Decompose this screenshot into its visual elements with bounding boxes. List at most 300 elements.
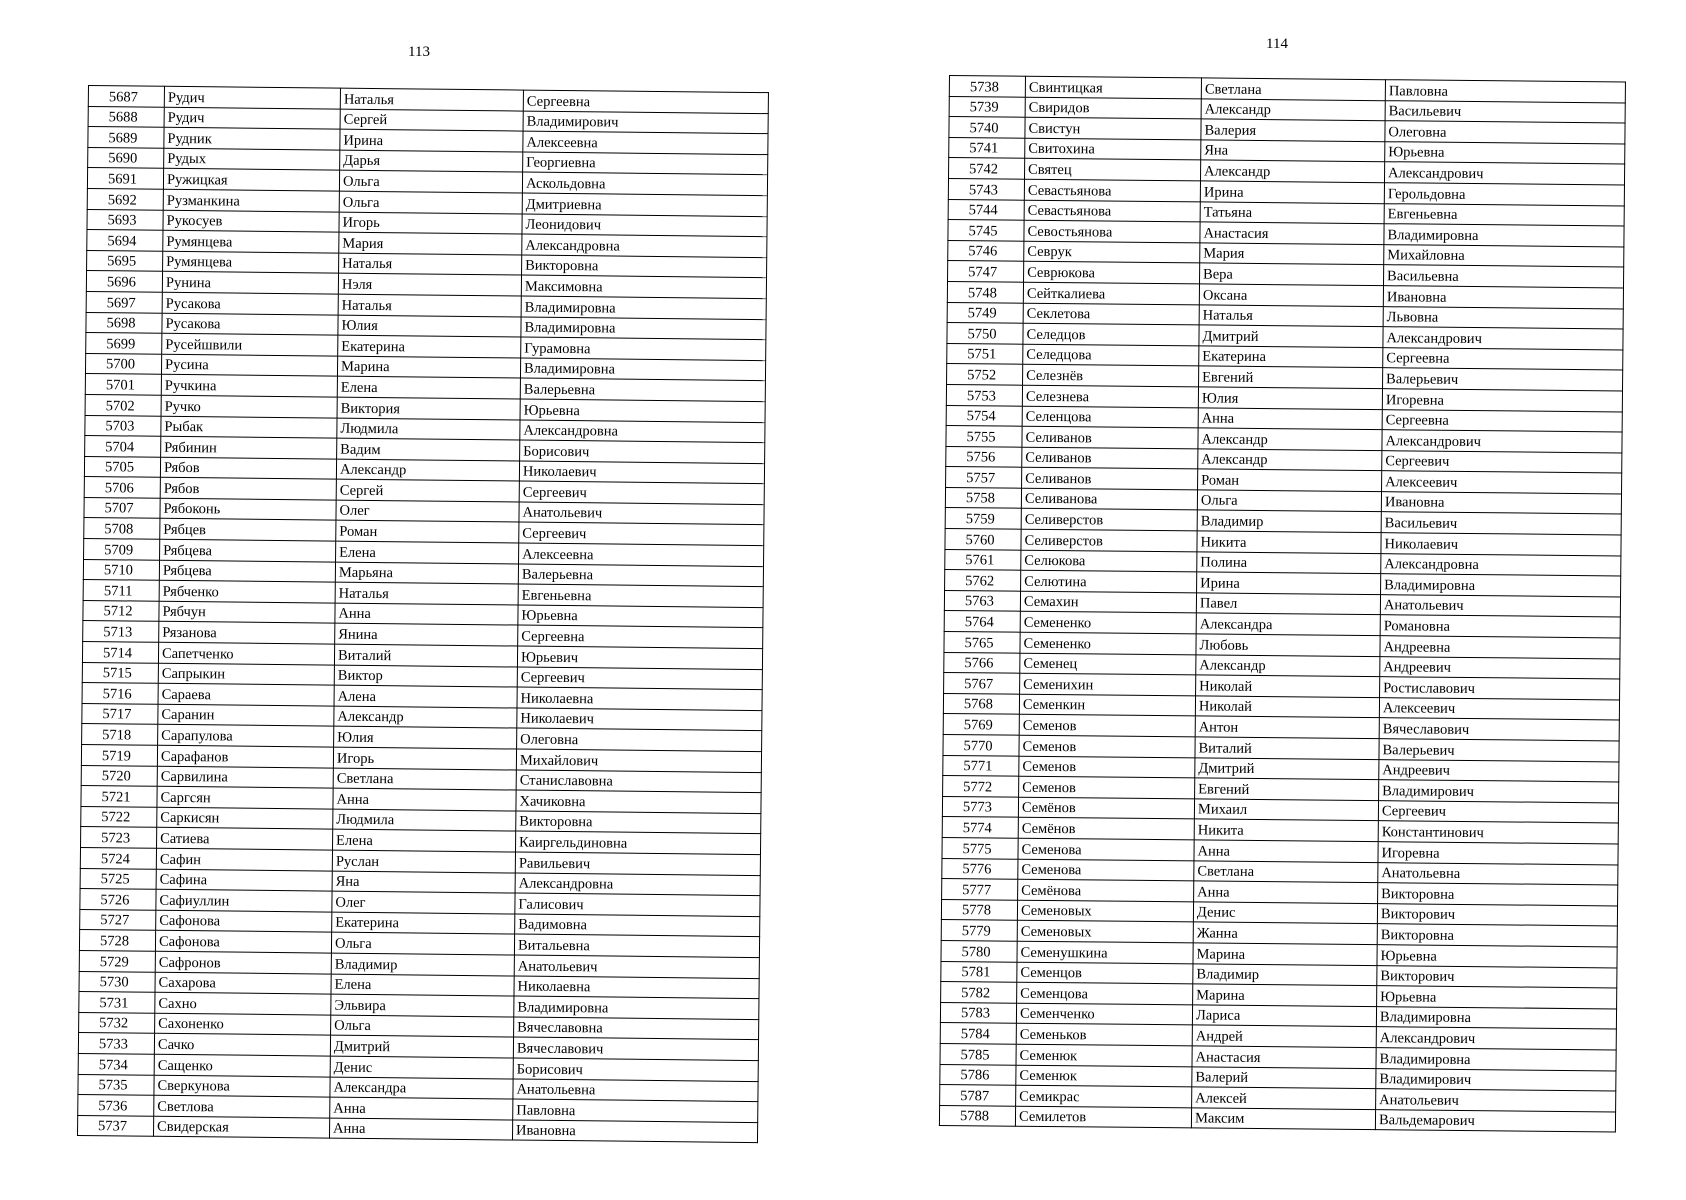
surname-cell: Сафонова	[156, 910, 332, 932]
first-name-cell: Любовь	[1196, 634, 1380, 656]
surname-cell: Семеновых	[1017, 900, 1193, 922]
patronymic-cell: Викторович	[1377, 903, 1617, 926]
surname-cell: Рябов	[160, 457, 336, 479]
row-number-cell: 5691	[87, 168, 163, 189]
patronymic-cell: Викторович	[1377, 965, 1617, 988]
first-name-cell: Владимир	[1197, 510, 1381, 532]
surname-cell: Румянцева	[163, 251, 339, 273]
surname-cell: Сверкунова	[154, 1075, 330, 1097]
names-table	[939, 75, 1626, 1133]
row-number-cell: 5692	[87, 188, 163, 209]
patronymic-cell: Викторовна	[1377, 924, 1617, 947]
patronymic-cell: Евгеньевна	[518, 584, 763, 607]
first-name-cell: Анастасия	[1200, 222, 1384, 244]
first-name-cell: Анастасия	[1192, 1046, 1376, 1068]
patronymic-cell: Леонидович	[522, 214, 767, 237]
patronymic-cell: Алексеевна	[523, 131, 768, 154]
first-name-cell: Наталья	[339, 253, 522, 276]
row-number-cell: 5772	[943, 776, 1019, 797]
row-number-cell: 5726	[80, 889, 156, 910]
row-number-cell: 5729	[79, 950, 155, 971]
surname-cell: Рудич	[164, 107, 340, 129]
first-name-cell: Алена	[334, 685, 517, 708]
first-name-cell: Евгений	[1199, 366, 1383, 388]
patronymic-cell: Павловна	[1385, 80, 1625, 103]
first-name-cell: Елена	[337, 376, 520, 399]
surname-cell: Семикрас	[1016, 1085, 1192, 1107]
patronymic-cell: Михайловна	[1384, 244, 1624, 267]
row-number-cell: 5759	[945, 508, 1021, 529]
row-number-cell: 5713	[83, 621, 159, 642]
surname-cell: Сарапулова	[158, 725, 334, 747]
surname-cell: Сапетченко	[158, 642, 334, 664]
first-name-cell: Анна	[329, 1118, 512, 1141]
row-number-cell: 5732	[79, 1012, 155, 1033]
surname-cell: Рыбак	[161, 416, 337, 438]
patronymic-cell: Герольдовна	[1384, 183, 1624, 206]
surname-cell: Ружицкая	[163, 169, 339, 191]
patronymic-cell: Александровна	[1381, 553, 1621, 576]
row-number-cell: 5769	[943, 714, 1019, 735]
surname-cell: Семенцов	[1017, 962, 1193, 984]
surname-cell: Рябченко	[159, 581, 335, 603]
surname-cell: Саранин	[158, 704, 334, 726]
patronymic-cell: Станиславовна	[516, 770, 761, 793]
first-name-cell: Александр	[1201, 99, 1385, 121]
first-name-cell: Денис	[1193, 902, 1377, 924]
surname-cell: Русейшвили	[162, 333, 338, 355]
row-number-cell: 5763	[944, 590, 1020, 611]
first-name-cell: Янина	[335, 624, 518, 647]
first-name-cell: Мария	[1200, 243, 1384, 265]
row-number-cell: 5720	[81, 765, 157, 786]
first-name-cell: Эльвира	[331, 994, 514, 1017]
surname-cell: Русакова	[162, 313, 338, 335]
first-name-cell: Валерий	[1192, 1066, 1376, 1088]
patronymic-cell: Юрьевич	[517, 646, 762, 669]
patronymic-cell: Анатольевич	[514, 955, 759, 978]
first-name-cell: Александр	[1198, 449, 1382, 471]
surname-cell: Сараева	[158, 683, 334, 705]
surname-cell: Рузманкина	[163, 189, 339, 211]
first-name-cell: Вера	[1200, 263, 1384, 285]
first-name-cell: Анна	[330, 1097, 513, 1120]
patronymic-cell: Владимировна	[521, 317, 766, 340]
surname-cell: Ручко	[161, 395, 337, 417]
row-number-cell: 5734	[78, 1053, 154, 1074]
patronymic-cell: Алексеевич	[1379, 697, 1619, 720]
first-name-cell: Марина	[1193, 984, 1377, 1006]
first-name-cell: Яна	[1201, 140, 1385, 162]
first-name-cell: Александр	[1198, 428, 1382, 450]
row-number-cell: 5718	[82, 724, 158, 745]
first-name-cell: Оксана	[1199, 284, 1383, 306]
first-name-cell: Никита	[1194, 819, 1378, 841]
row-number-cell: 5781	[941, 961, 1017, 982]
surname-cell: Рябов	[160, 478, 336, 500]
first-name-cell: Виталий	[334, 644, 517, 667]
surname-cell: Сатиева	[157, 828, 333, 850]
row-number-cell: 5705	[84, 456, 160, 477]
patronymic-cell: Гурамовна	[521, 337, 766, 360]
row-number-cell: 5765	[944, 632, 1020, 653]
row-number-cell: 5695	[87, 250, 163, 271]
patronymic-cell: Дмитриевна	[522, 193, 767, 216]
patronymic-cell: Владимировна	[1384, 224, 1624, 247]
first-name-cell: Екатерина	[332, 912, 515, 935]
first-name-cell: Никита	[1197, 531, 1381, 553]
surname-cell: Сафонова	[155, 931, 331, 953]
row-number-cell: 5694	[87, 230, 163, 251]
patronymic-cell: Сергеевна	[518, 625, 763, 648]
patronymic-cell: Владимирович	[1376, 1068, 1616, 1091]
surname-cell: Сафронов	[155, 951, 331, 973]
first-name-cell: Анна	[335, 603, 518, 626]
surname-cell: Селиванов	[1022, 426, 1198, 448]
first-name-cell: Олег	[336, 500, 519, 523]
row-number-cell: 5748	[947, 281, 1023, 302]
row-number-cell: 5704	[85, 436, 161, 457]
patronymic-cell: Сергеевич	[519, 481, 764, 504]
first-name-cell: Яна	[332, 871, 515, 894]
row-number-cell: 5740	[949, 117, 1025, 138]
first-name-cell: Роман	[1198, 469, 1382, 491]
patronymic-cell: Владимировна	[521, 296, 766, 319]
row-number-cell: 5787	[940, 1085, 1016, 1106]
first-name-cell: Наталья	[338, 294, 521, 317]
patronymic-cell: Алексеевич	[1382, 471, 1622, 494]
surname-cell: Рудых	[164, 148, 340, 170]
surname-cell: Семёнов	[1018, 797, 1194, 819]
row-number-cell: 5700	[85, 353, 161, 374]
first-name-cell: Наталья	[340, 88, 523, 111]
surname-cell: Семенцова	[1017, 982, 1193, 1004]
patronymic-cell: Олеговна	[517, 728, 762, 751]
surname-cell: Рудник	[164, 127, 340, 149]
surname-cell: Семенушкина	[1017, 941, 1193, 963]
patronymic-cell: Андреевна	[1380, 636, 1620, 659]
row-number-cell: 5735	[78, 1074, 154, 1095]
patronymic-cell: Каиргельдиновна	[515, 831, 760, 854]
patronymic-cell: Константинович	[1378, 821, 1618, 844]
row-number-cell: 5770	[943, 734, 1019, 755]
row-number-cell: 5709	[84, 539, 160, 560]
row-number-cell: 5776	[942, 858, 1018, 879]
patronymic-cell: Львовна	[1383, 306, 1623, 329]
row-number-cell: 5750	[947, 323, 1023, 344]
first-name-cell: Людмила	[337, 418, 520, 441]
patronymic-cell: Анатольевич	[519, 502, 764, 525]
patronymic-cell: Павловна	[513, 1099, 758, 1122]
surname-cell: Свидерская	[153, 1116, 329, 1138]
row-number-cell: 5752	[947, 364, 1023, 385]
patronymic-cell: Александровна	[522, 234, 767, 257]
surname-cell: Рукосуев	[163, 210, 339, 232]
surname-cell: Семеновых	[1017, 921, 1193, 943]
patronymic-cell: Сергеевич	[1382, 450, 1622, 473]
row-number-cell: 5701	[85, 374, 161, 395]
first-name-cell: Елена	[333, 829, 516, 852]
patronymic-cell: Игоревна	[1382, 389, 1622, 412]
first-name-cell: Александра	[330, 1077, 513, 1100]
page-number: 113	[408, 44, 430, 60]
surname-cell: Севастьянова	[1024, 200, 1200, 222]
patronymic-cell: Викторовна	[516, 811, 761, 834]
row-number-cell: 5733	[78, 1033, 154, 1054]
patronymic-cell: Сергеевич	[1378, 800, 1618, 823]
surname-cell: Семенец	[1020, 653, 1196, 675]
row-number-cell: 5744	[948, 199, 1024, 220]
patronymic-cell: Евгеньевна	[1384, 203, 1624, 226]
surname-cell: Сахно	[155, 992, 331, 1014]
first-name-cell: Роман	[336, 521, 519, 544]
surname-cell: Рябинин	[161, 436, 337, 458]
first-name-cell: Анна	[1194, 881, 1378, 903]
patronymic-cell: Вячеславович	[513, 1037, 758, 1060]
surname-cell: Севрюкова	[1024, 262, 1200, 284]
patronymic-cell: Викторовна	[522, 255, 767, 278]
surname-cell: Русина	[161, 354, 337, 376]
row-number-cell: 5745	[948, 220, 1024, 241]
patronymic-cell: Михайлович	[516, 749, 761, 772]
first-name-cell: Полина	[1197, 552, 1381, 574]
surname-cell: Рябцев	[160, 519, 336, 541]
patronymic-cell: Олеговна	[1385, 121, 1625, 144]
row-number-cell: 5722	[81, 806, 157, 827]
row-number-cell: 5773	[942, 796, 1018, 817]
patronymic-cell: Юрьевна	[520, 399, 765, 422]
surname-cell: Семенихин	[1020, 673, 1196, 695]
row-number-cell: 5771	[943, 755, 1019, 776]
first-name-cell: Александра	[1196, 613, 1380, 635]
patronymic-cell: Александровна	[520, 420, 765, 443]
surname-cell: Румянцева	[163, 230, 339, 252]
first-name-cell: Ирина	[1200, 181, 1384, 203]
first-name-cell: Руслан	[332, 850, 515, 873]
first-name-cell: Светлана	[333, 768, 516, 791]
patronymic-cell: Юрьевна	[1377, 986, 1617, 1009]
first-name-cell: Игорь	[339, 212, 522, 235]
patronymic-cell: Хачиковна	[516, 790, 761, 813]
first-name-cell: Павел	[1196, 593, 1380, 615]
patronymic-cell: Викторовна	[1378, 883, 1618, 906]
patronymic-cell: Анатольевна	[513, 1079, 758, 1102]
row-number-cell: 5779	[941, 920, 1017, 941]
first-name-cell: Алексей	[1192, 1087, 1376, 1109]
row-number-cell: 5730	[79, 971, 155, 992]
patronymic-cell: Анатольевна	[1378, 862, 1618, 885]
patronymic-cell: Александрович	[1376, 1027, 1616, 1050]
row-number-cell: 5725	[80, 868, 156, 889]
row-number-cell: 5699	[86, 333, 162, 354]
row-number-cell: 5706	[84, 477, 160, 498]
row-number-cell: 5747	[948, 261, 1024, 282]
patronymic-cell: Николаевич	[517, 708, 762, 731]
first-name-cell: Александр	[1200, 160, 1384, 182]
patronymic-cell: Александровна	[515, 873, 760, 896]
surname-cell: Селедцова	[1023, 344, 1199, 366]
row-number-cell: 5780	[941, 940, 1017, 961]
first-name-cell: Нэля	[338, 273, 521, 296]
first-name-cell: Валерия	[1201, 119, 1385, 141]
patronymic-cell: Валерьевич	[1379, 739, 1619, 762]
row-number-cell: 5717	[82, 703, 158, 724]
row-number-cell: 5755	[946, 426, 1022, 447]
row-number-cell: 5719	[81, 744, 157, 765]
row-number-cell: 5778	[941, 899, 1017, 920]
row-number-cell: 5749	[947, 302, 1023, 323]
row-number-cell: 5757	[946, 467, 1022, 488]
first-name-cell: Юлия	[338, 315, 521, 338]
row-number-cell: 5702	[85, 394, 161, 415]
patronymic-cell: Андреевич	[1380, 656, 1620, 679]
surname-cell: Селиванов	[1022, 467, 1198, 489]
row-number-cell: 5707	[84, 497, 160, 518]
surname-cell: Рязанова	[159, 622, 335, 644]
row-number-cell: 5775	[942, 837, 1018, 858]
surname-cell: Сейткалиева	[1023, 282, 1199, 304]
surname-cell: Рудич	[164, 86, 340, 108]
surname-cell: Семенкин	[1019, 694, 1195, 716]
patronymic-cell: Валерьевна	[520, 378, 765, 401]
surname-cell: Селюкова	[1021, 550, 1197, 572]
first-name-cell: Александр	[334, 706, 517, 729]
row-number-cell: 5746	[948, 240, 1024, 261]
row-number-cell: 5696	[86, 271, 162, 292]
patronymic-cell: Владимировна	[1381, 574, 1621, 597]
patronymic-cell: Николаевич	[519, 461, 764, 484]
row-number-cell: 5739	[949, 96, 1025, 117]
patronymic-cell: Борисович	[520, 440, 765, 463]
first-name-cell: Наталья	[1199, 304, 1383, 326]
first-name-cell: Сергей	[340, 109, 523, 132]
patronymic-cell: Вальдемарович	[1375, 1109, 1615, 1132]
patronymic-cell: Сергеевич	[519, 523, 764, 546]
surname-cell: Семёнова	[1018, 879, 1194, 901]
row-number-cell: 5777	[942, 879, 1018, 900]
patronymic-cell: Равильевич	[515, 852, 760, 875]
surname-cell: Селедцов	[1023, 323, 1199, 345]
row-number-cell: 5751	[947, 343, 1023, 364]
patronymic-cell: Борисович	[513, 1058, 758, 1081]
surname-cell: Семенов	[1019, 756, 1195, 778]
surname-cell: Сачко	[154, 1034, 330, 1056]
first-name-cell: Светлана	[1194, 860, 1378, 882]
first-name-cell: Игорь	[333, 747, 516, 770]
patronymic-cell: Николаевна	[514, 976, 759, 999]
row-number-cell: 5768	[943, 693, 1019, 714]
row-number-cell: 5783	[940, 1002, 1016, 1023]
patronymic-cell: Валерьевна	[518, 564, 763, 587]
first-name-cell: Максим	[1191, 1108, 1375, 1130]
patronymic-cell: Андреевич	[1379, 759, 1619, 782]
first-name-cell: Денис	[330, 1056, 513, 1079]
row-number-cell: 5731	[79, 992, 155, 1013]
row-number-cell: 5721	[81, 786, 157, 807]
row-number-cell: 5754	[946, 405, 1022, 426]
first-name-cell: Дарья	[340, 150, 523, 173]
row-number-cell: 5756	[946, 446, 1022, 467]
row-number-cell: 5782	[941, 982, 1017, 1003]
first-name-cell: Наталья	[335, 582, 518, 605]
surname-cell: Семенов	[1019, 735, 1195, 757]
first-name-cell: Лариса	[1192, 1005, 1376, 1027]
first-name-cell: Елена	[336, 541, 519, 564]
surname-cell: Севрук	[1024, 241, 1200, 263]
row-number-cell: 5724	[80, 847, 156, 868]
row-number-cell: 5788	[939, 1105, 1015, 1126]
patronymic-cell: Игоревна	[1378, 842, 1618, 865]
surname-cell: Семёнов	[1018, 818, 1194, 840]
surname-cell: Селенцова	[1022, 406, 1198, 428]
surname-cell: Сахоненко	[155, 1013, 331, 1035]
first-name-cell: Виталий	[1195, 737, 1379, 759]
patronymic-cell: Владимирович	[523, 111, 768, 134]
patronymic-cell: Николаевна	[517, 687, 762, 710]
first-name-cell: Марина	[337, 356, 520, 379]
first-name-cell: Владимир	[1193, 963, 1377, 985]
surname-cell: Семенюк	[1016, 1065, 1192, 1087]
surname-cell: Селезнева	[1022, 385, 1198, 407]
first-name-cell: Дмитрий	[1195, 757, 1379, 779]
patronymic-cell: Юрьевна	[518, 605, 763, 628]
first-name-cell: Людмила	[333, 809, 516, 832]
surname-cell: Селиверстов	[1021, 509, 1197, 531]
row-number-cell: 5697	[86, 291, 162, 312]
first-name-cell: Екатерина	[338, 335, 521, 358]
patronymic-cell: Галисович	[515, 893, 760, 916]
surname-cell: Рябчун	[159, 601, 335, 623]
surname-cell: Свинтицкая	[1025, 76, 1201, 98]
patronymic-cell: Анатольевич	[1376, 1089, 1616, 1112]
row-number-cell: 5714	[82, 642, 158, 663]
patronymic-cell: Васильевич	[1385, 100, 1625, 123]
first-name-cell: Анна	[1194, 840, 1378, 862]
first-name-cell: Марьяна	[335, 562, 518, 585]
surname-cell: Сарафанов	[157, 745, 333, 767]
surname-cell: Рябоконь	[160, 498, 336, 520]
surname-cell: Селютина	[1021, 570, 1197, 592]
first-name-cell: Александр	[1196, 655, 1380, 677]
row-number-cell: 5711	[83, 580, 159, 601]
patronymic-cell: Ростиславович	[1380, 677, 1620, 700]
row-number-cell: 5767	[944, 673, 1020, 694]
surname-cell: Сафин	[156, 848, 332, 870]
surname-cell: Селиванов	[1022, 447, 1198, 469]
row-number-cell: 5689	[88, 127, 164, 148]
surname-cell: Свистун	[1025, 117, 1201, 139]
first-name-cell: Анна	[333, 788, 516, 811]
first-name-cell: Дмитрий	[330, 1035, 513, 1058]
surname-cell: Семенюк	[1016, 1044, 1192, 1066]
row-number-cell: 5703	[85, 415, 161, 436]
row-number-cell: 5708	[84, 518, 160, 539]
first-name-cell: Ирина	[340, 129, 523, 152]
surname-cell: Рябцева	[159, 560, 335, 582]
row-number-cell: 5742	[949, 158, 1025, 179]
row-number-cell: 5716	[82, 683, 158, 704]
surname-cell: Семененко	[1020, 612, 1196, 634]
patronymic-cell: Ивановна	[1381, 492, 1621, 515]
surname-cell: Сащенко	[154, 1054, 330, 1076]
patronymic-cell: Владимировна	[1376, 1048, 1616, 1071]
row-number-cell: 5693	[87, 209, 163, 230]
patronymic-cell: Ивановна	[1383, 286, 1623, 309]
surname-cell: Сапрыкин	[158, 663, 334, 685]
first-name-cell: Николай	[1195, 696, 1379, 718]
first-name-cell: Мария	[339, 232, 522, 255]
first-name-cell: Светлана	[1201, 78, 1385, 100]
